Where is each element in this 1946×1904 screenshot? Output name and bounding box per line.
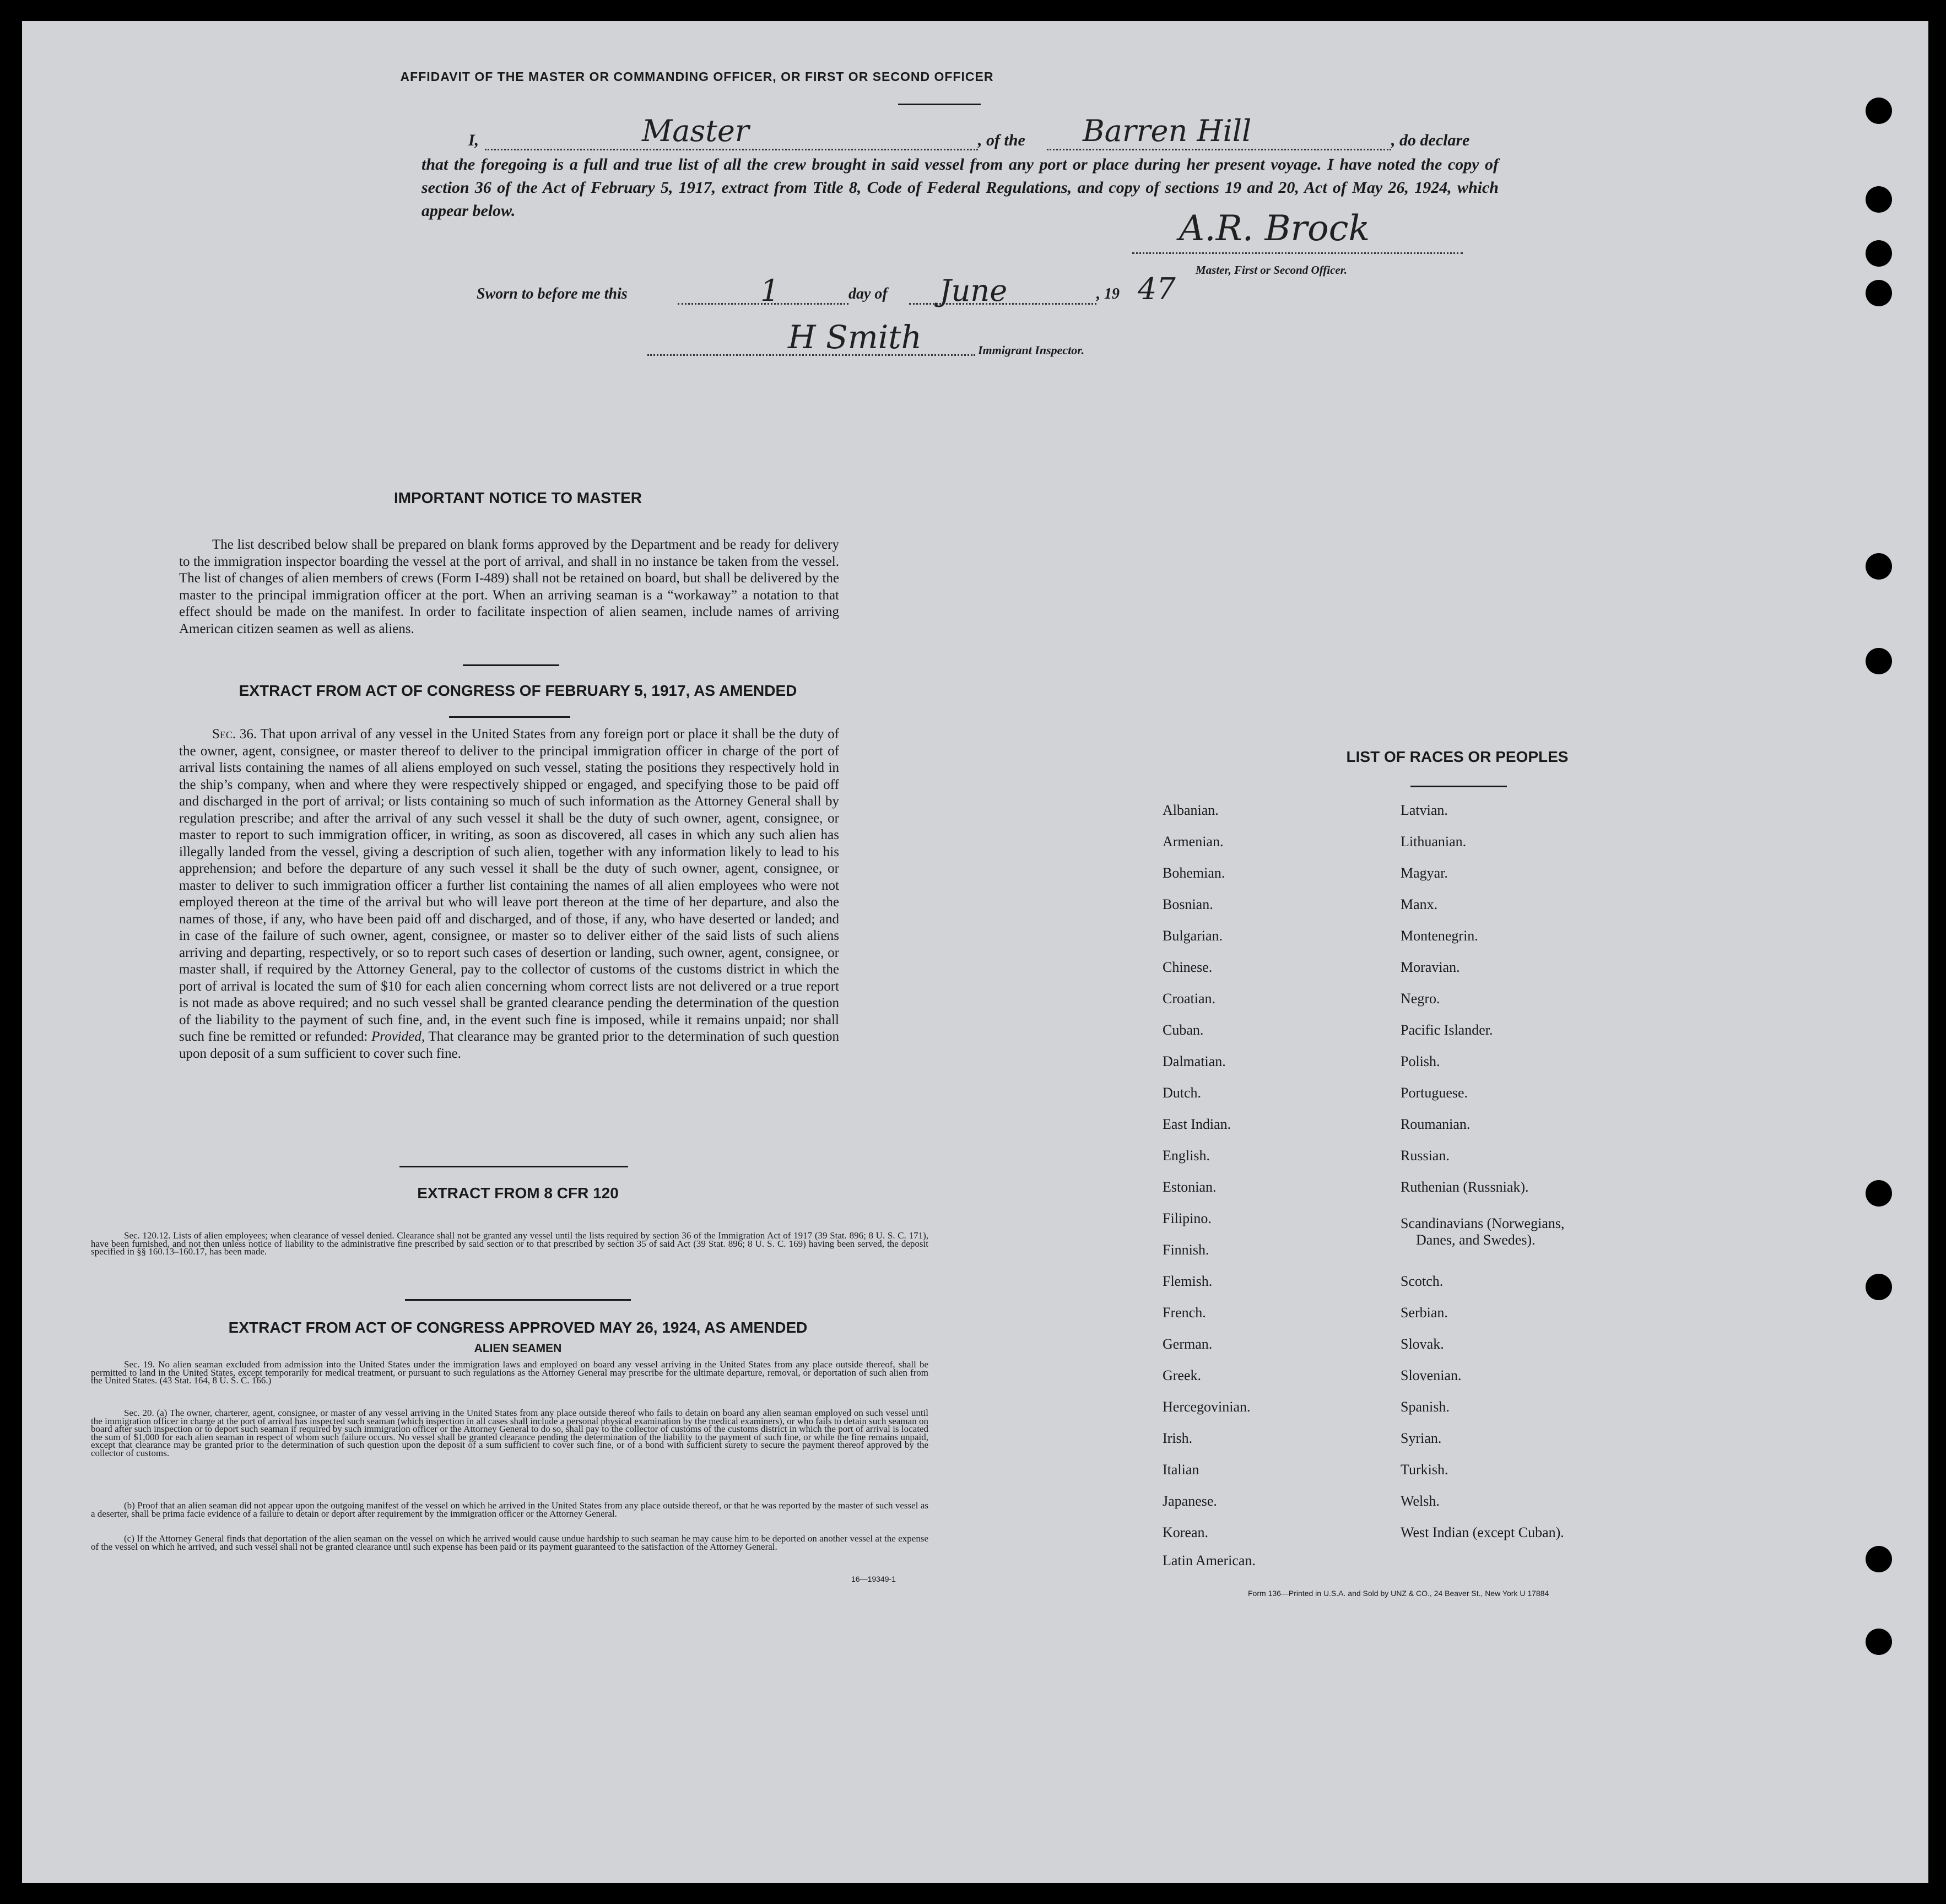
race-left-6: Croatian. xyxy=(1163,991,1216,1007)
race-left-3: Bosnian. xyxy=(1163,896,1213,912)
race-left-20: Irish. xyxy=(1163,1430,1193,1446)
race-left-8: Dalmatian. xyxy=(1163,1053,1226,1069)
race-left-10: East Indian. xyxy=(1163,1116,1231,1132)
race-left-15: Flemish. xyxy=(1163,1273,1213,1289)
notice-title: IMPORTANT NOTICE TO MASTER xyxy=(393,489,642,506)
punch-hole xyxy=(1866,648,1892,674)
affidavit-of-the: , of the xyxy=(978,131,1025,149)
sec-20a-text: Sec. 20. (a) The owner, charterer, agent, consignee, or master of any vessel arriving in the United States from any place outside thereof who fails to detain on board any alien seaman employed on such vessel until the immigration officer in charge at the port of arrival has inspected such seaman (which inspection in all cases shall include a personal physical examination by the medical examiners), or who fails to detain such seaman on board after such inspection or to deport such seaman if required by such immigration officer or the Attorney General to do so, shall pay to the collector of customs of the customs district in which the port of arrival is located the sum of $1,000 for each alien seaman in respect of whom such failure occurs. No vessel shall be granted clearance pending the determination of the liability to the payment of such fine, or while the fine remains unpaid, except that clearance may be granted prior to the determination of such question upon the deposit of a sum sufficient to cover such fine, or of a bond with sufficient surety to secure the payment thereof approved by the collector of customs. xyxy=(91,1408,928,1458)
vessel-field-line xyxy=(1047,149,1391,150)
race-right-4: Montenegrin. xyxy=(1401,928,1478,944)
race-right-20: Syrian. xyxy=(1401,1430,1442,1446)
form-footer: Form 136—Printed in U.S.A. and Sold by UNZ & CO., 24 Beaver St., New York U 17884 xyxy=(1248,1589,1549,1598)
race-left-7: Cuban. xyxy=(1163,1022,1204,1038)
divider xyxy=(449,716,570,718)
race-left-19: Hercegovinian. xyxy=(1163,1399,1251,1415)
extract-1917-body xyxy=(179,726,839,1062)
race-right-8: Polish. xyxy=(1401,1053,1440,1069)
divider xyxy=(399,1166,628,1167)
race-right-2: Magyar. xyxy=(1401,865,1448,881)
sworn-month-handwriting: June xyxy=(939,273,1008,308)
race-left-14: Finnish. xyxy=(1163,1242,1209,1258)
race-right-18: Slovenian. xyxy=(1401,1367,1462,1383)
race-right-10: Roumanian. xyxy=(1401,1116,1471,1132)
race-right-17: Slovak. xyxy=(1401,1336,1444,1352)
race-left-2: Bohemian. xyxy=(1163,865,1225,881)
race-right-14: Danes, and Swedes). xyxy=(1416,1232,1536,1248)
race-left-23: Korean. xyxy=(1163,1524,1209,1540)
proviso-label: Provided, xyxy=(371,1029,425,1044)
punch-hole xyxy=(1866,98,1892,124)
race-right-1: Lithuanian. xyxy=(1401,834,1467,850)
punch-hole xyxy=(1866,240,1892,267)
extract-1924-title: EXTRACT FROM ACT OF CONGRESS APPROVED MAY 26, 1924, AS AMENDED xyxy=(228,1319,808,1336)
signature-line xyxy=(1132,252,1463,254)
form-code: 16—19349-1 xyxy=(851,1575,896,1583)
master-name-handwriting: Master xyxy=(642,113,749,148)
race-left-9: Dutch. xyxy=(1163,1085,1202,1101)
race-left-4: Bulgarian. xyxy=(1163,928,1223,944)
master-signature: A.R. Brock xyxy=(1179,208,1370,249)
punch-hole xyxy=(1866,1629,1892,1655)
affidavit-body: that the foregoing is a full and true list of all the crew brought in said vessel from any port or place during her present voyage. I have noted the copy of section 36 of the Act of February 5, 1917, extract from Title 8, Code of Federal Regulations, and copy of sections 19 and 20, Act of May 26, 1924, which appear below. xyxy=(421,155,1499,220)
alien-seamen-subtitle: ALIEN SEAMEN xyxy=(474,1342,562,1355)
sworn-year-handwriting: 47 xyxy=(1138,272,1176,306)
race-left-17: German. xyxy=(1163,1336,1213,1352)
inspector-signature: H Smith xyxy=(788,318,922,356)
race-right-5: Moravian. xyxy=(1401,959,1460,975)
extract-1917-title: EXTRACT FROM ACT OF CONGRESS OF FEBRUARY 5, 1917, AS AMENDED xyxy=(239,682,797,699)
race-left-13: Filipino. xyxy=(1163,1210,1212,1226)
cfr-body: Sec. 120.12. Lists of alien employees; when clearance of vessel denied. Clearance shall not be granted any vessel until the lists required by section 36 of the Immigration Act of 1917 (39 Stat. 896; 8 U. S. C. 171), have been furnished, and not then unless notice of liability to the administrative fine prescribed by said section or to that prescribed by section 35 of said Act (39 Stat. 896; 8 U. S. C. 169) having been served, the deposit specified in §§ 160.13–160.17, has been made. xyxy=(91,1230,928,1257)
affidavit-declare: , do declare xyxy=(1391,131,1470,149)
inspector-line xyxy=(647,354,975,356)
sworn-day-of: day of xyxy=(848,285,888,302)
sec-36-label: Sec. 36. xyxy=(212,727,257,742)
race-right-11: Russian. xyxy=(1401,1148,1450,1164)
document-page xyxy=(22,21,1928,1883)
race-right-15: Scotch. xyxy=(1401,1273,1444,1289)
race-right-19: Spanish. xyxy=(1401,1399,1450,1415)
race-right-16: Serbian. xyxy=(1401,1305,1448,1321)
race-right-9: Portuguese. xyxy=(1401,1085,1468,1101)
divider xyxy=(405,1299,631,1301)
divider xyxy=(898,104,981,105)
race-right-23: West Indian (except Cuban). xyxy=(1401,1524,1564,1540)
race-left-11: English. xyxy=(1163,1148,1210,1164)
punch-hole xyxy=(1866,280,1892,306)
race-right-22: Welsh. xyxy=(1401,1493,1440,1509)
cfr-title: EXTRACT FROM 8 CFR 120 xyxy=(417,1184,619,1202)
punch-hole xyxy=(1866,1180,1892,1207)
race-left-1: Armenian. xyxy=(1163,834,1224,850)
race-right-21: Turkish. xyxy=(1401,1462,1448,1478)
race-left-21: Italian xyxy=(1163,1462,1199,1478)
sworn-day-handwriting: 1 xyxy=(760,273,780,308)
race-left-16: French. xyxy=(1163,1305,1206,1321)
race-right-12: Ruthenian (Russniak). xyxy=(1401,1179,1529,1195)
punch-hole xyxy=(1866,1274,1892,1300)
sworn-year-prefix: , 19 xyxy=(1096,285,1120,302)
race-right-0: Latvian. xyxy=(1401,802,1448,818)
race-left-0: Albanian. xyxy=(1163,802,1219,818)
sec-20b-text: (b) Proof that an alien seaman did not appear upon the outgoing manifest of the vessel on which he arrived in the United States from any place outside thereof, or that he was reported by the master of such vessel as a deserter, shall be prima facie evidence of a failure to detain or deport after requirement by the immigration officer or the Attorney General. xyxy=(91,1500,928,1519)
race-right-7: Pacific Islander. xyxy=(1401,1022,1493,1038)
divider xyxy=(463,664,559,666)
race-right-13: Scandinavians (Norwegians, xyxy=(1401,1215,1565,1231)
affidavit-line1-prefix: I, xyxy=(468,131,479,149)
sec-19-text: Sec. 19. No alien seaman excluded from admission into the United States under the immigration laws and employed on board any vessel arriving in the United States from any place outside thereof, shall be permitted to land in the United States, except temporarily for medical treatment, or pursuant to such regulations as the Attorney General may prescribe for the ultimate departure, removal, or deportation of such alien from the United States. (43 Stat. 164, 8 U. S. C. 166.) xyxy=(91,1359,928,1386)
proviso-text: That clearance may be granted prior to the determination of such question upon deposit of a sum sufficient to cover such fine. xyxy=(179,1029,840,1061)
inspector-caption: Immigrant Inspector. xyxy=(978,343,1085,357)
punch-hole xyxy=(1866,186,1892,213)
punch-hole xyxy=(1866,1546,1892,1572)
affidavit-title: AFFIDAVIT OF THE MASTER OR COMMANDING OFFICER, OR FIRST OR SECOND OFFICER xyxy=(400,69,994,84)
race-right-3: Manx. xyxy=(1401,896,1438,912)
vessel-name-handwriting: Barren Hill xyxy=(1083,113,1252,148)
race-left-24: Latin American. xyxy=(1163,1553,1256,1568)
notice-body: The list described below shall be prepared on blank forms approved by the Department and be ready for delivery to the immigration inspector boarding the vessel at the port of arrival, and shall in no instance be taken from the vessel. The list of changes of alien members of crews (Form I-489) shall not be retained on board, but shall be delivered by the master to the principal immigration officer at the port. When an arriving seaman is a “workaway” a notation to that effect should be made on the manifest. In order to facilitate inspection of alien seamen, include names of arriving American citizen seamen as well as aliens. xyxy=(179,537,839,636)
divider xyxy=(1410,786,1507,787)
sec-20c-text: (c) If the Attorney General finds that deportation of the alien seaman on the vessel on which he arrived would cause undue hardship to such seaman he may cause him to be deported on another vessel at the expense of the vessel on which he arrived, and such vessel shall not be granted clearance until such expense has been paid or its payment guaranteed to the satisfaction of the Attorney General. xyxy=(91,1533,928,1552)
race-left-12: Estonian. xyxy=(1163,1179,1217,1195)
race-left-22: Japanese. xyxy=(1163,1493,1217,1509)
races-title: LIST OF RACES OR PEOPLES xyxy=(1346,748,1569,765)
punch-hole xyxy=(1866,553,1892,580)
sworn-prefix: Sworn to before me this xyxy=(477,285,628,302)
race-left-5: Chinese. xyxy=(1163,959,1213,975)
name-field-line xyxy=(485,149,978,150)
race-right-6: Negro. xyxy=(1401,991,1440,1007)
sec-36-text: That upon arrival of any vessel in the United States from any foreign port or place it shall be the duty of the owner, agent, consignee, or master thereof to deliver to the principal immigration officer in charge of the port of arrival lists containing the names of all aliens employed on such vessel, stating the positions they respectively hold in the ship’s company, when and where they were respectively shipped or engaged, and specifying those to be paid off and discharged in the port of arrival; or lists containing so much of such information as the Attorney General shall by regulation prescribe; and after the arrival of any such vessel it shall be the duty of such owner, agent, consignee, or master to report to such immigration officer, in writing, as soon as discovered, all cases in which any such alien has illegally landed from the vessel, giving a description of such alien, together with any information likely to lead to his apprehension; and before the departure of any such vessel it shall be the duty of such owner, agent, consignee, or master to deliver to such immigration officer a further list containing the names of all alien employees who were not employed thereon at the time of the arrival but who will leave port thereon at the time of her departure, and also the names of those, if any, who have been paid off and discharged, and of those, if any, who have deserted or landed; and in case of the failure of such owner, agent, consignee, or master so to deliver either of the said lists of such aliens arriving and departing, respectively, or so to report such cases of desertion or landing, such owner, agent, consignee, or master shall, if required by the Attorney General, pay to the collector of customs of the customs district in which the port of arrival is located the sum of $10 for each alien concerning whom correct lists are not delivered or a true report is not made as above required; and no such vessel shall be granted clearance pending the determination of the question of the liability to the payment of such fine, and, in the event such fine is imposed, while it remains unpaid; nor shall such fine be remitted or refunded: xyxy=(179,727,839,1044)
signature-caption: Master, First or Second Officer. xyxy=(1196,263,1347,277)
race-left-18: Greek. xyxy=(1163,1367,1202,1383)
